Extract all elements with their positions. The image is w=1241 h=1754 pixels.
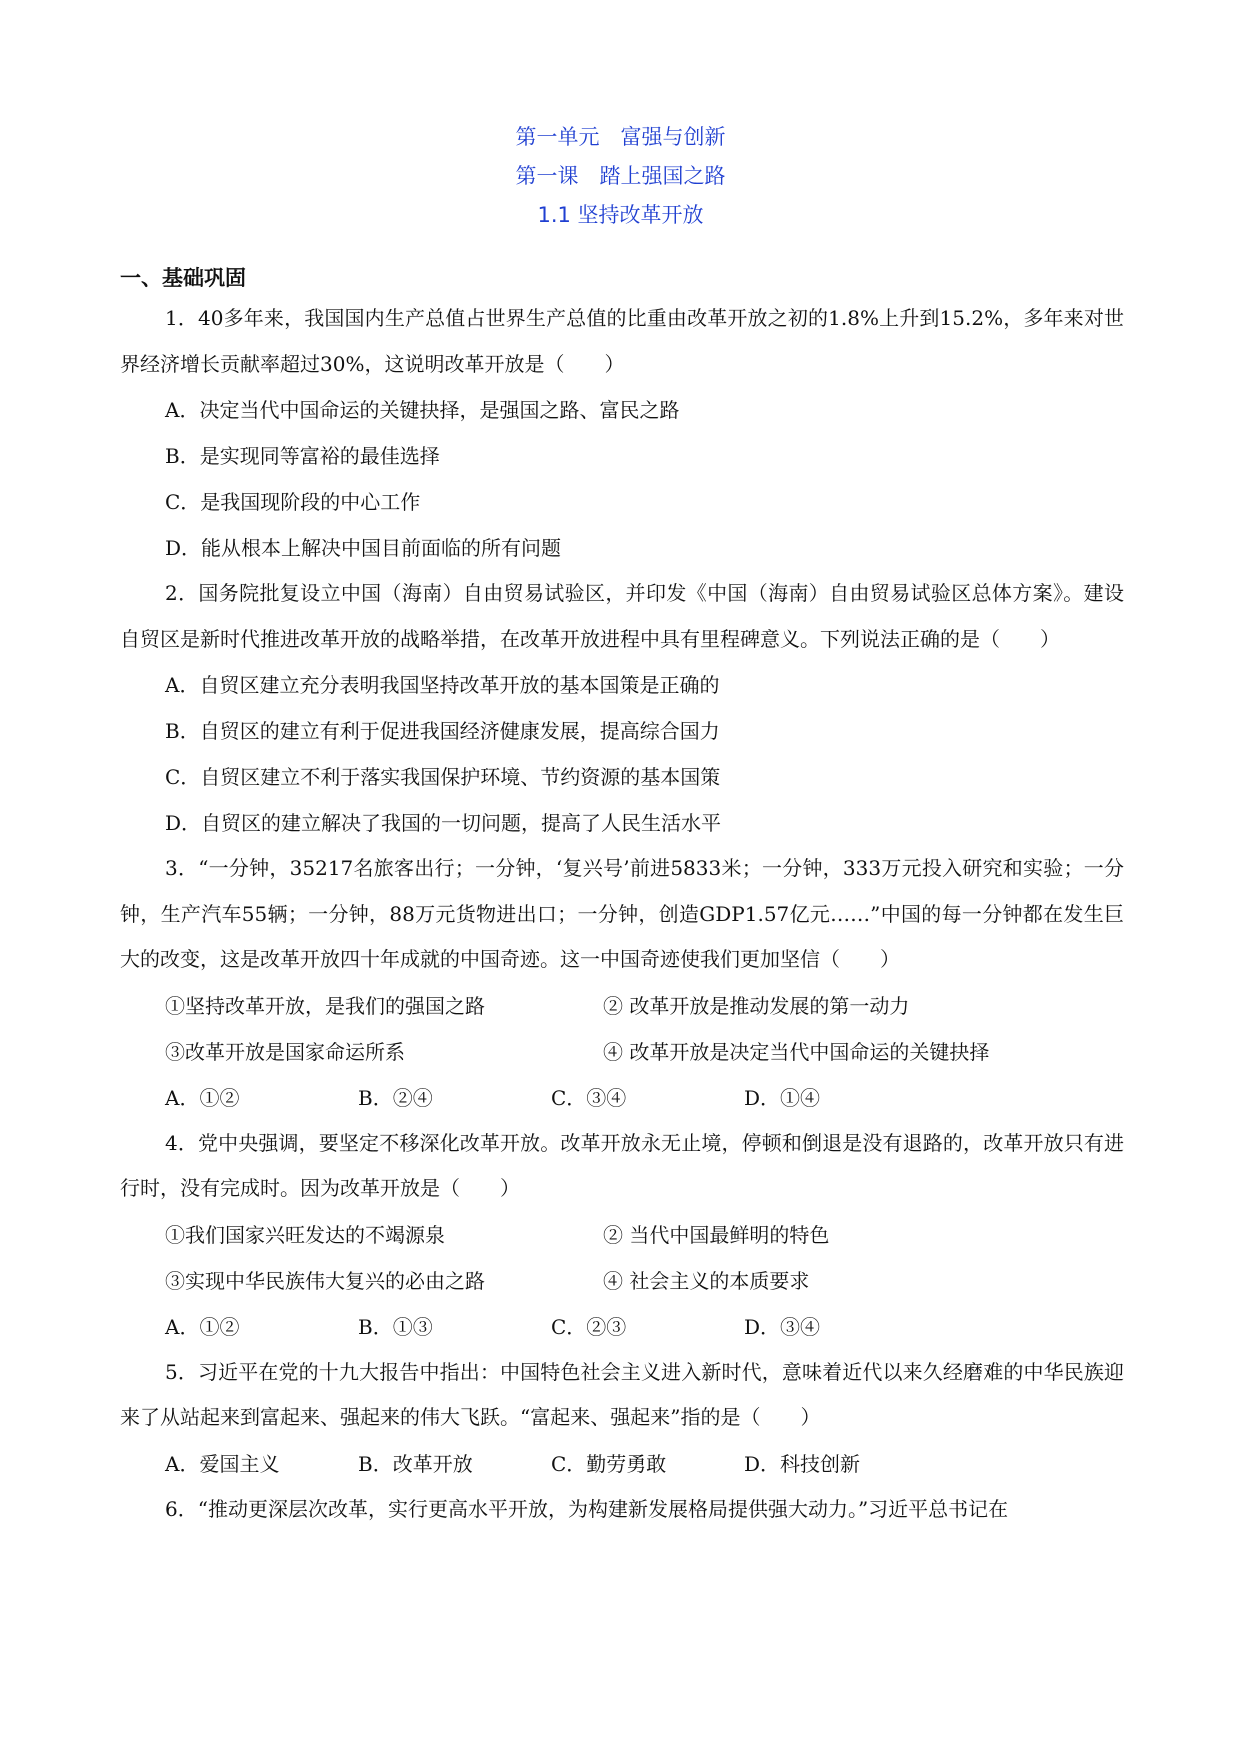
option: D．能从根本上解决中国目前面临的所有问题 xyxy=(165,536,562,560)
choice: B．②④ xyxy=(358,1085,433,1110)
statement-row xyxy=(120,1212,1124,1258)
section-title: 一、基础巩固 xyxy=(120,266,246,290)
choice: B．改革开放 xyxy=(358,1451,473,1476)
lesson-title: 第一课 踏上强国之路 xyxy=(515,164,726,188)
question-stem: 2．国务院批复设立中国（海南）自由贸易试验区，并印发《中国（海南）自由贸易试验区总体方案》。建设自贸区是新时代推进改革开放的战略举措，在改革开放进程中具有里程碑意义。下列说法正确的是（ ） xyxy=(120,581,1124,651)
choice: D．科技创新 xyxy=(744,1451,861,1476)
question-stem: 5．习近平在党的十九大报告中指出：中国特色社会主义进入新时代，意味着近代以来久经磨难的中华民族迎来了从站起来到富起来、强起来的伟大飞跃。“富起来、强起来”指的是（ ） xyxy=(120,1359,1124,1429)
option: C．自贸区建立不利于落实我国保护环境、节约资源的基本国策 xyxy=(165,765,721,789)
statement: ①我们国家兴旺发达的不竭源泉 xyxy=(165,1222,445,1247)
statement: ② 改革开放是推动发展的第一动力 xyxy=(603,993,910,1018)
option: B．是实现同等富裕的最佳选择 xyxy=(165,444,440,468)
option: A．决定当代中国命运的关键抉择，是强国之路、富民之路 xyxy=(165,398,680,422)
choice-row xyxy=(120,1304,1124,1350)
choice: D．①④ xyxy=(744,1085,821,1110)
choice-row xyxy=(120,1075,1124,1121)
option: B．自贸区的建立有利于促进我国经济健康发展，提高综合国力 xyxy=(165,719,720,743)
subsection-title: 1.1 坚持改革开放 xyxy=(537,203,704,227)
statement-row xyxy=(120,1258,1124,1304)
option: A．自贸区建立充分表明我国坚持改革开放的基本国策是正确的 xyxy=(165,673,720,697)
statement: ④ 改革开放是决定当代中国命运的关键抉择 xyxy=(603,1039,990,1064)
choice: A．爱国主义 xyxy=(165,1451,280,1476)
unit-title: 第一单元 富强与创新 xyxy=(515,125,726,149)
option: D．自贸区的建立解决了我国的一切问题，提高了人民生活水平 xyxy=(165,811,722,835)
choice: A．①② xyxy=(165,1314,240,1339)
choice: C．③④ xyxy=(551,1085,627,1110)
choice: D．③④ xyxy=(744,1314,821,1339)
statement: ② 当代中国最鲜明的特色 xyxy=(603,1222,830,1247)
statement-row xyxy=(120,983,1124,1029)
question-stem: 1．40多年来，我国国内生产总值占世界生产总值的比重由改革开放之初的1.8%上升到15.2%，多年来对世界经济增长贡献率超过30%，这说明改革开放是（ ） xyxy=(120,306,1124,376)
statement: ③改革开放是国家命运所系 xyxy=(165,1039,405,1064)
question-list xyxy=(120,296,1124,1532)
choice: B．①③ xyxy=(358,1314,433,1339)
choice: C．②③ xyxy=(551,1314,627,1339)
statement: ④ 社会主义的本质要求 xyxy=(603,1268,810,1293)
question-stem: 3．“一分钟，35217名旅客出行；一分钟，‘复兴号’前进5833米；一分钟，333万元投入研究和实验；一分钟，生产汽车55辆；一分钟，88万元货物进出口；一分钟，创造GDP1.57亿元……”中国的每一分钟都在发生巨大的改变，这是改革开放四十年成就的中国奇迹。这一中国奇迹使我们更加坚信（ ） xyxy=(120,856,1124,971)
statement-row xyxy=(120,1029,1124,1075)
choice-row xyxy=(120,1441,1124,1487)
question-stem: 4．党中央强调，要坚定不移深化改革开放。改革开放永无止境，停顿和倒退是没有退路的，改革开放只有进行时，没有完成时。因为改革开放是（ ） xyxy=(120,1130,1124,1200)
statement: ①坚持改革开放，是我们的强国之路 xyxy=(165,993,485,1018)
statement: ③实现中华民族伟大复兴的必由之路 xyxy=(165,1268,485,1293)
question-stem: 6．“推动更深层次改革，实行更高水平开放，为构建新发展格局提供强大动力。”习近平总书记在 xyxy=(165,1496,1009,1521)
choice: C．勤劳勇敢 xyxy=(551,1451,667,1476)
option: C．是我国现阶段的中心工作 xyxy=(165,490,421,514)
choice: A．①② xyxy=(165,1085,240,1110)
